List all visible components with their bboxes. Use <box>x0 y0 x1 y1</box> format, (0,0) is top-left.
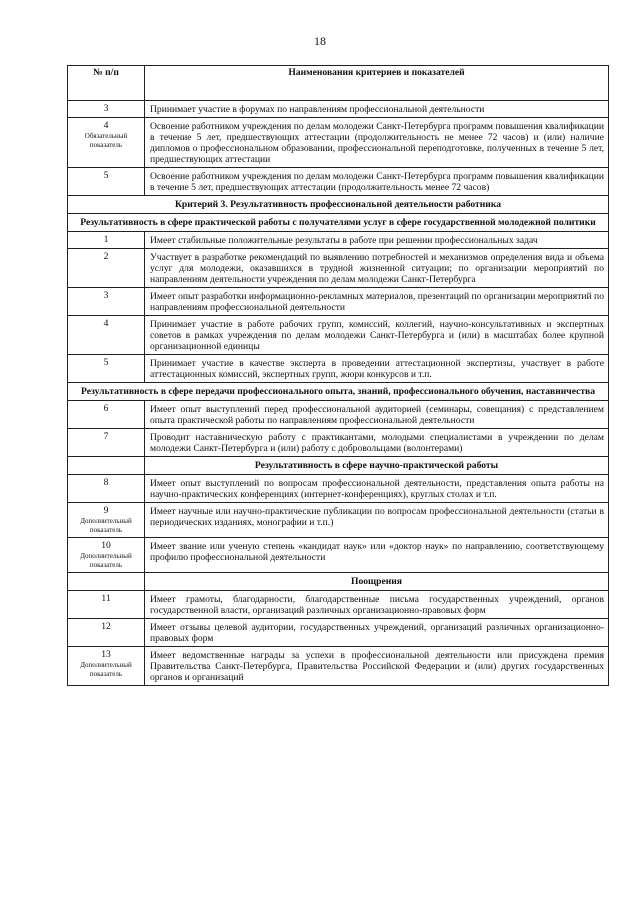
row-number-cell <box>68 647 145 686</box>
section-row <box>68 457 609 475</box>
table-row <box>68 401 609 429</box>
criterion-text: Принимает участие в качестве эксперта в проведении аттестационной экспертизы, участвует в работе аттестационных комиссий, экспертных групп, жюри конкурсов и т.п. <box>145 355 609 383</box>
criterion-text: Имеет опыт выступлений перед профессиональной аудиторией (семинары, совещания) с представлением опыта практической работы по направлениям профессиональной деятельности <box>145 401 609 429</box>
table-row <box>68 647 609 686</box>
criterion-text: Имеет опыт разработки информационно-рекламных материалов, презентаций по организации мероприятий по направлениям профессиональной деятельности <box>145 288 609 316</box>
row-number-cell <box>68 475 145 503</box>
table-row <box>68 355 609 383</box>
criterion-text: Имеет ведомственные награды за успехи в профессиональной деятельности или присуждена премия Правительства Санкт-Петербурга, Правительства Российской Федерации и (или) других государственных органов и организаций <box>145 647 609 686</box>
criterion-text: Принимает участие в работе рабочих групп, комиссий, коллегий, научно-консультативных и экспертных советов в рамках учреждения по делам молодежи Санкт-Петербурга и (или) в масштабах более крупной организационной единицы <box>145 316 609 355</box>
table-header-row <box>68 66 609 101</box>
indicator-type: Обязательный показатель <box>84 132 128 149</box>
row-number-cell <box>68 101 145 118</box>
page-number: 18 <box>314 34 326 48</box>
row-number-cell <box>68 355 145 383</box>
section-heading: Критерий 3. Результативность профессиональной деятельности работника <box>68 196 609 214</box>
row-number: 13 <box>101 649 111 660</box>
criterion-text: Имеет стабильные положительные результаты в работе при решении профессиональных задач <box>145 232 609 249</box>
section-row <box>68 214 609 232</box>
table-row <box>68 591 609 619</box>
criterion-text: Участвует в разработке рекомендаций по выявлению потребностей и механизмов определения вида и объема услуг для молодежи, оказавшихся в трудной жизненной ситуации; по организации мероприятий по направлениям деятельности учреждения по делам молодежи Санкт-Петербурга <box>145 249 609 288</box>
indicator-type: Дополнительный показатель <box>80 661 132 678</box>
table-row <box>68 168 609 196</box>
row-number: 4 <box>103 120 109 131</box>
table-row <box>68 101 609 118</box>
row-number-cell <box>68 401 145 429</box>
row-number: 4 <box>103 318 109 329</box>
table-row <box>68 538 609 573</box>
table-row <box>68 288 609 316</box>
row-number: 3 <box>103 290 109 301</box>
section-heading: Результативность в сфере практической работы с получателями услуг в сфере государственной молодежной политики <box>68 214 609 232</box>
table-row <box>68 232 609 249</box>
section-row <box>68 383 609 401</box>
table-row <box>68 619 609 647</box>
criterion-text: Имеет отзывы целевой аудитории, государственных учреждений, организаций различных организационно-правовых форм <box>145 619 609 647</box>
section-blank-cell <box>68 457 145 475</box>
row-number: 7 <box>103 431 109 442</box>
row-number-cell <box>68 429 145 457</box>
criterion-text: Освоение работником учреждения по делам молодежи Санкт-Петербурга программ повышения квалификации в течение 5 лет, предшествующих аттестации (продолжительность менее 72 часов) <box>145 168 609 196</box>
table-body <box>68 101 609 686</box>
row-number: 6 <box>103 403 109 414</box>
row-number: 11 <box>101 593 111 604</box>
section-blank-cell <box>68 573 145 591</box>
indicator-type: Дополнительный показатель <box>80 552 132 569</box>
row-number-cell <box>68 249 145 288</box>
criteria-table <box>67 65 609 686</box>
row-number-cell <box>68 232 145 249</box>
row-number-cell <box>68 288 145 316</box>
row-number-cell <box>68 591 145 619</box>
row-number: 5 <box>103 357 109 368</box>
row-number-cell <box>68 619 145 647</box>
criterion-text: Имеет опыт выступлений по вопросам профессиональной деятельности, представления опыта работы на научно-практических конференциях (интернет-конференциях), круглых столах и т.п. <box>145 475 609 503</box>
row-number: 2 <box>103 251 109 262</box>
table-row <box>68 475 609 503</box>
row-number: 5 <box>103 170 109 181</box>
table-row <box>68 249 609 288</box>
section-heading: Поощрения <box>145 573 609 591</box>
row-number: 12 <box>101 621 111 632</box>
section-heading: Результативность в сфере научно-практической работы <box>145 457 609 475</box>
criterion-text: Имеет звание или ученую степень «кандидат наук» или «доктор наук» по направлению, соответствующему профилю профессиональной деятельности <box>145 538 609 573</box>
row-number: 10 <box>101 540 111 551</box>
table-row <box>68 503 609 538</box>
table-row <box>68 118 609 168</box>
row-number-cell <box>68 538 145 573</box>
row-number-cell <box>68 316 145 355</box>
criterion-text: Проводит наставническую работу с практикантами, молодыми специалистами в учреждении по делам молодежи Санкт-Петербурга и (или) работу с добровольцами (волонтерами) <box>145 429 609 457</box>
row-number-cell <box>68 503 145 538</box>
row-number-cell <box>68 168 145 196</box>
section-row <box>68 573 609 591</box>
row-number: 9 <box>103 505 109 516</box>
table-row <box>68 316 609 355</box>
criterion-text: Имеет грамоты, благодарности, благодарственные письма государственных учреждений, органов государственной власти, организаций различных организационно-правовых форм <box>145 591 609 619</box>
section-heading: Результативность в сфере передачи профессионального опыта, знаний, профессионального обучения, наставничества <box>68 383 609 401</box>
criterion-text: Принимает участие в форумах по направлениям профессиональной деятельности <box>145 101 609 118</box>
row-number: 8 <box>103 477 109 488</box>
row-number-cell <box>68 118 145 168</box>
indicator-type: Дополнительный показатель <box>80 517 132 534</box>
criterion-text: Имеет научные или научно-практические публикации по вопросам профессиональной деятельности (статьи в периодических изданиях, монографии и т.п.) <box>145 503 609 538</box>
row-number: 3 <box>103 103 109 114</box>
section-row <box>68 196 609 214</box>
header-number: № п/п <box>68 66 145 101</box>
row-number: 1 <box>103 234 109 245</box>
criterion-text: Освоение работником учреждения по делам молодежи Санкт-Петербурга программ повышения квалификации в течение 5 лет, предшествующих аттестации (продолжительность не менее 72 часов) и (или) наличие дипломов о профессиональном образовании, профессиональной переподготовке, полученных в течение 5 лет, предшествующих аттестации <box>145 118 609 168</box>
header-criteria: Наименования критериев и показателей <box>145 66 609 101</box>
table-row <box>68 429 609 457</box>
